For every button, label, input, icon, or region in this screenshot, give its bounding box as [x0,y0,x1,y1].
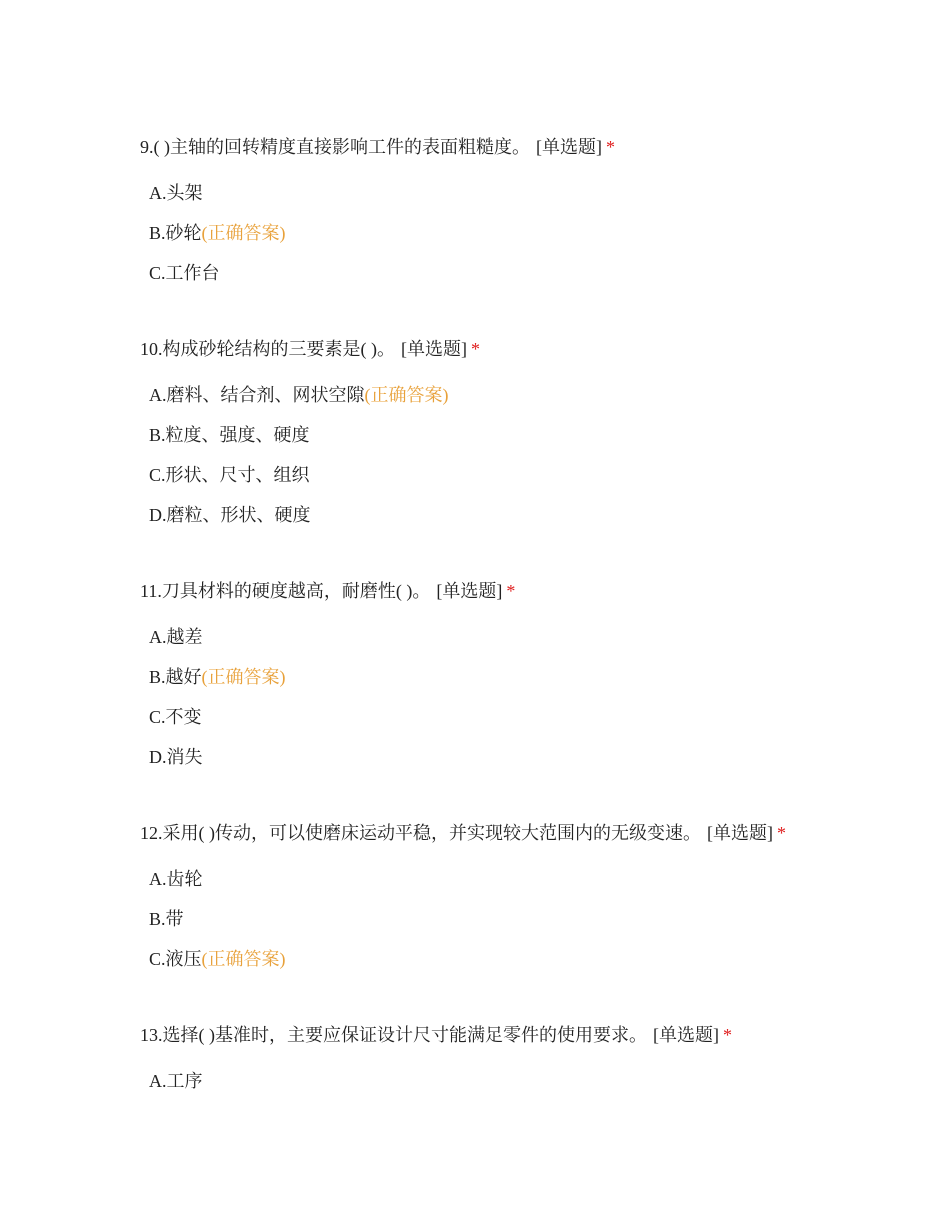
option-a [149,182,203,204]
option-text: C.液压 [149,949,202,969]
question-text: 12.采用( )传动，可以使磨床运动平稳，并实现较大范围内的无级变速。 [140,823,701,843]
question-title [140,580,515,602]
question-title [140,338,480,360]
option-d [149,746,203,768]
question-title [140,822,786,844]
option-b [149,424,310,446]
option-text: B.砂轮 [149,223,202,243]
option-text: B.粒度、强度、硬度 [149,425,310,445]
option-a [149,384,449,406]
question-text: 13.选择( )基准时，主要应保证设计尺寸能满足零件的使用要求。 [140,1025,647,1045]
correct-answer-mark: (正确答案) [201,667,286,687]
required-mark: * [471,339,480,359]
option-c [149,948,286,970]
option-text: D.消失 [149,747,203,767]
question-type: [单选题] [707,823,773,843]
option-a [149,1070,203,1092]
option-text: A.头架 [149,183,203,203]
option-c [149,464,310,486]
option-b [149,666,286,688]
question-title [140,136,615,158]
correct-answer-mark: (正确答案) [364,385,449,405]
question-text: 10.构成砂轮结构的三要素是( )。 [140,339,395,359]
question-type: [单选题] [653,1025,719,1045]
option-text: B.带 [149,909,184,929]
option-a [149,868,203,890]
question-text: 11.刀具材料的硬度越高，耐磨性( )。 [140,581,431,601]
required-mark: * [606,137,615,157]
option-text: A.越差 [149,627,203,647]
correct-answer-mark: (正确答案) [201,949,286,969]
question-type: [单选题] [401,339,467,359]
question-title [140,1024,732,1046]
option-text: A.齿轮 [149,869,203,889]
question-type: [单选题] [536,137,602,157]
option-b [149,908,184,930]
option-text: C.不变 [149,707,202,727]
required-mark: * [777,823,786,843]
option-d [149,504,311,526]
option-text: B.越好 [149,667,202,687]
correct-answer-mark: (正确答案) [201,223,286,243]
option-text: A.磨料、结合剂、网状空隙 [149,385,365,405]
option-text: A.工序 [149,1071,203,1091]
question-type: [单选题] [436,581,503,601]
option-text: D.磨粒、形状、硬度 [149,505,311,525]
question-text: 9.( )主轴的回转精度直接影响工件的表面粗糙度。 [140,137,530,157]
required-mark: * [506,581,516,601]
option-b [149,222,286,244]
option-text: C.工作台 [149,263,220,283]
option-a [149,626,203,648]
required-mark: * [723,1025,732,1045]
option-c [149,706,202,728]
option-c [149,262,220,284]
option-text: C.形状、尺寸、组织 [149,465,310,485]
